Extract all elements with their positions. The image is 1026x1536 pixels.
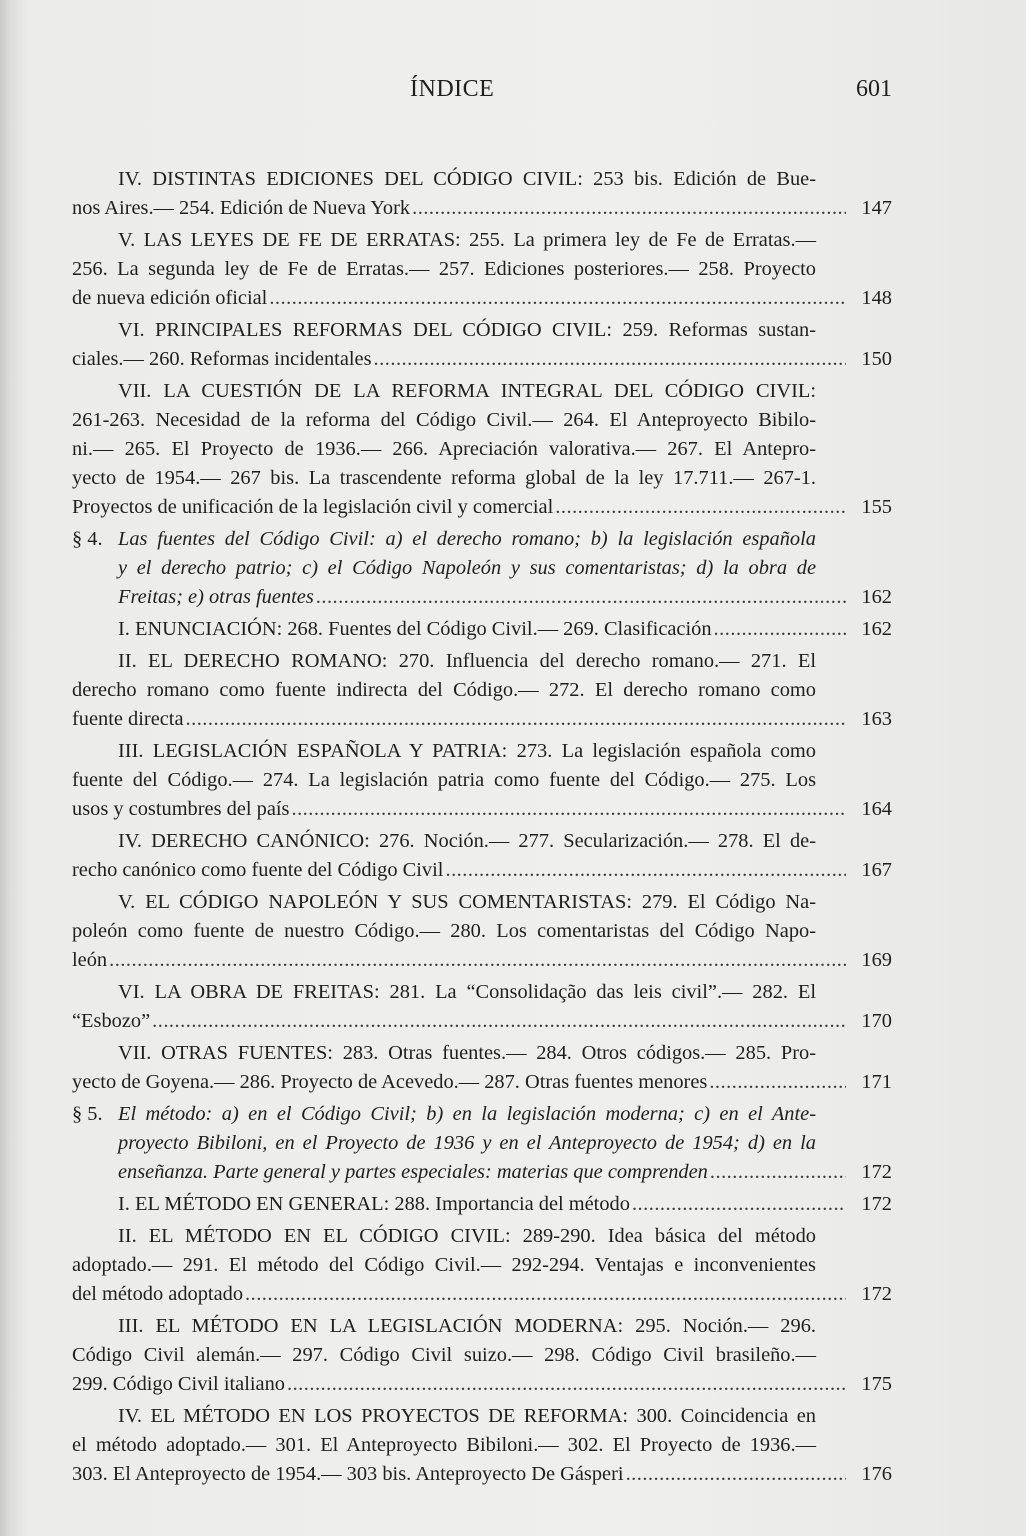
toc-entry-last-line xyxy=(72,856,892,885)
toc-entry-line: derecho romano como fuente indirecta del Código.— 272. El derecho romano como xyxy=(72,679,816,701)
toc-entry-line: III. EL MÉTODO EN LA LEGISLACIÓN MODERNA: 295. Noción.— 296. xyxy=(118,1315,816,1337)
toc-entry-line: IV. DERECHO CANÓNICO: 276. Noción.— 277. Secularización.— 278. El de- xyxy=(118,830,816,852)
toc-entry xyxy=(72,377,892,522)
toc-entry-line: del método adoptado xyxy=(72,1283,244,1305)
toc-entry xyxy=(72,737,892,824)
dot-leader xyxy=(269,284,846,313)
section-heading-line: Freitas; e) otras fuentes xyxy=(118,586,314,608)
toc-entry-line: usos y costumbres del país xyxy=(72,798,290,820)
toc-entry-line: III. LEGISLACIÓN ESPAÑOLA Y PATRIA: 273. La legislación española como xyxy=(118,740,816,762)
toc-entry-line: VI. LA OBRA DE FREITAS: 281. La “Consolidação das leis civil”.— 282. El xyxy=(118,981,816,1003)
toc-page-number: 164 xyxy=(861,798,892,820)
section-heading-first-line xyxy=(72,1100,892,1129)
section-heading-line: y el derecho patrio; c) el Código Napoleón y sus comentaristas; d) la obra de xyxy=(118,557,816,579)
toc-entry-line: VII. LA CUESTIÓN DE LA REFORMA INTEGRAL DEL CÓDIGO CIVIL: xyxy=(118,380,816,402)
dot-leader xyxy=(152,1007,846,1036)
section-heading-last-line xyxy=(72,583,892,612)
toc-entry xyxy=(72,165,892,223)
toc-entry-line: VI. PRINCIPALES REFORMAS DEL CÓDIGO CIVIL: 259. Reformas sustan- xyxy=(118,319,816,341)
toc-page-number: 172 xyxy=(861,1283,892,1305)
toc-entry-line: recho canónico como fuente del Código Civil xyxy=(72,859,444,881)
toc-page-number: 162 xyxy=(861,618,892,640)
toc-page-number: 155 xyxy=(861,496,892,518)
toc-entry-last-line xyxy=(72,1370,892,1399)
toc-entry-line: fuente del Código.— 274. La legislación patria como fuente del Código.— 275. Los xyxy=(72,769,816,791)
dot-leader xyxy=(316,583,846,612)
toc-group-section-4 xyxy=(72,615,892,1097)
dot-leader xyxy=(445,856,846,885)
toc-entry xyxy=(72,978,892,1036)
toc-entry-line: I. EL MÉTODO EN GENERAL: 288. Importancia del método xyxy=(118,1193,630,1215)
toc-entry-line: ciales.— 260. Reformas incidentales xyxy=(72,348,372,370)
toc-entry-line: Código Civil alemán.— 297. Código Civil suizo.— 298. Código Civil brasileño.— xyxy=(72,1344,816,1366)
toc-page-number: 167 xyxy=(861,859,892,881)
toc-entry-line: II. EL DERECHO ROMANO: 270. Influencia del derecho romano.— 271. El xyxy=(118,650,816,672)
toc-entry-line: V. LAS LEYES DE FE DE ERRATAS: 255. La primera ley de Fe de Erratas.— xyxy=(118,229,816,251)
toc-page-number: 172 xyxy=(861,1161,892,1183)
dot-leader xyxy=(632,1190,846,1219)
toc-page-number: 147 xyxy=(861,197,892,219)
section-mark: § 4. xyxy=(72,528,103,550)
section-heading-line: El método: a) en el Código Civil; b) en la legislación moderna; c) en el Ante- xyxy=(118,1103,816,1125)
toc-page-number: 175 xyxy=(861,1373,892,1395)
table-of-contents xyxy=(72,165,892,1492)
dot-leader xyxy=(555,493,846,522)
toc-entry xyxy=(72,647,892,734)
toc-group-chapter-iii xyxy=(72,165,892,522)
toc-entry xyxy=(72,1402,892,1489)
toc-entry xyxy=(72,615,892,644)
dot-leader xyxy=(626,1460,846,1489)
dot-leader xyxy=(710,1158,846,1187)
section-heading-first-line xyxy=(72,525,892,554)
toc-entry-line: IV. EL MÉTODO EN LOS PROYECTOS DE REFORMA: 300. Coincidencia en xyxy=(118,1405,816,1427)
toc-page-number: 162 xyxy=(861,586,892,608)
dot-leader xyxy=(709,1068,846,1097)
page-number: 601 xyxy=(856,76,892,102)
toc-entry-last-line xyxy=(72,284,892,313)
toc-entry-line: nos Aires.— 254. Edición de Nueva York xyxy=(72,197,411,219)
dot-leader xyxy=(186,705,846,734)
toc-entry-last-line xyxy=(72,1280,892,1309)
toc-entry-last-line xyxy=(72,493,892,522)
toc-section-5 xyxy=(72,1100,892,1187)
dot-leader xyxy=(374,345,846,374)
toc-entry-line: VII. OTRAS FUENTES: 283. Otras fuentes.— 284. Otros códigos.— 285. Pro- xyxy=(118,1042,816,1064)
toc-entry xyxy=(72,1039,892,1097)
dot-leader xyxy=(245,1280,846,1309)
page-title: ÍNDICE xyxy=(410,76,495,102)
toc-entry-last-line xyxy=(72,615,892,644)
toc-entry-line: de nueva edición oficial xyxy=(72,287,268,309)
dot-leader xyxy=(291,795,846,824)
toc-entry-last-line xyxy=(72,1460,892,1489)
toc-entry xyxy=(72,316,892,374)
toc-entry-line: “Esbozo” xyxy=(72,1010,151,1032)
toc-entry xyxy=(72,827,892,885)
toc-entry-line: fuente directa xyxy=(72,708,184,730)
toc-entry-last-line xyxy=(72,1190,892,1219)
section-heading xyxy=(72,525,892,612)
section-heading-line: Las fuentes del Código Civil: a) el derecho romano; b) la legislación española xyxy=(118,528,816,550)
toc-page-number: 150 xyxy=(861,348,892,370)
toc-entry xyxy=(72,1190,892,1219)
toc-entry xyxy=(72,888,892,975)
toc-entry xyxy=(72,1222,892,1309)
section-heading xyxy=(72,1100,892,1187)
toc-section-4 xyxy=(72,525,892,612)
toc-entry-line: poleón como fuente de nuestro Código.— 280. Los comentaristas del Código Napo- xyxy=(72,920,816,942)
toc-entry-last-line xyxy=(72,1068,892,1097)
toc-entry-line: V. EL CÓDIGO NAPOLEÓN Y SUS COMENTARISTAS: 279. El Código Na- xyxy=(118,891,816,913)
toc-page-number: 169 xyxy=(861,949,892,971)
toc-entry-line: 261-263. Necesidad de la reforma del Código Civil.— 264. El Anteproyecto Bibilo- xyxy=(72,409,816,431)
toc-entry xyxy=(72,1312,892,1399)
toc-entry-line: 256. La segunda ley de Fe de Erratas.— 257. Ediciones posteriores.— 258. Proyecto xyxy=(72,258,816,280)
toc-entry-line: león xyxy=(72,949,108,971)
toc-entry-last-line xyxy=(72,345,892,374)
section-mark: § 5. xyxy=(72,1103,103,1125)
toc-entry-line: Proyectos de unificación de la legislación civil y comercial xyxy=(72,496,554,518)
toc-page-number: 170 xyxy=(861,1010,892,1032)
toc-entry-last-line xyxy=(72,194,892,223)
toc-entry-line: II. EL MÉTODO EN EL CÓDIGO CIVIL: 289-290. Idea básica del método xyxy=(118,1225,816,1247)
toc-page-number: 172 xyxy=(861,1193,892,1215)
toc-entry-line: IV. DISTINTAS EDICIONES DEL CÓDIGO CIVIL: 253 bis. Edición de Bue- xyxy=(118,168,816,190)
toc-entry-line: adoptado.— 291. El método del Código Civil.— 292-294. Ventajas e inconvenientes xyxy=(72,1254,816,1276)
toc-entry-last-line xyxy=(72,705,892,734)
toc-entry-last-line xyxy=(72,1007,892,1036)
section-heading-line: proyecto Bibiloni, en el Proyecto de 1936 y en el Anteproyecto de 1954; d) en la xyxy=(118,1132,816,1154)
toc-group-section-5 xyxy=(72,1190,892,1489)
toc-entry-last-line xyxy=(72,946,892,975)
toc-entry-line: 303. El Anteproyecto de 1954.— 303 bis. Anteproyecto De Gásperi xyxy=(72,1463,624,1485)
toc-entry-line: ni.— 265. El Proyecto de 1936.— 266. Apreciación valorativa.— 267. El Antepro- xyxy=(72,438,816,460)
toc-page-number: 176 xyxy=(861,1463,892,1485)
dot-leader xyxy=(109,946,846,975)
toc-page-number: 163 xyxy=(861,708,892,730)
section-heading-last-line xyxy=(72,1158,892,1187)
toc-entry-last-line xyxy=(72,795,892,824)
page-header xyxy=(72,76,892,110)
toc-page-number: 148 xyxy=(861,287,892,309)
dot-leader xyxy=(287,1370,846,1399)
section-heading-line: enseñanza. Parte general y partes especiales: materias que comprenden xyxy=(118,1161,708,1183)
toc-entry-line: 299. Código Civil italiano xyxy=(72,1373,285,1395)
toc-entry-line: el método adoptado.— 301. El Anteproyecto Bibiloni.— 302. El Proyecto de 1936.— xyxy=(72,1434,816,1456)
dot-leader xyxy=(412,194,846,223)
toc-entry-line: I. ENUNCIACIÓN: 268. Fuentes del Código Civil.— 269. Clasificación xyxy=(118,618,712,640)
dot-leader xyxy=(714,615,846,644)
toc-entry xyxy=(72,226,892,313)
toc-page-number: 171 xyxy=(861,1071,892,1093)
toc-entry-line: yecto de 1954.— 267 bis. La trascendente reforma global de la ley 17.711.— 267-1. xyxy=(72,467,816,489)
toc-entry-line: yecto de Goyena.— 286. Proyecto de Acevedo.— 287. Otras fuentes menores xyxy=(72,1071,708,1093)
